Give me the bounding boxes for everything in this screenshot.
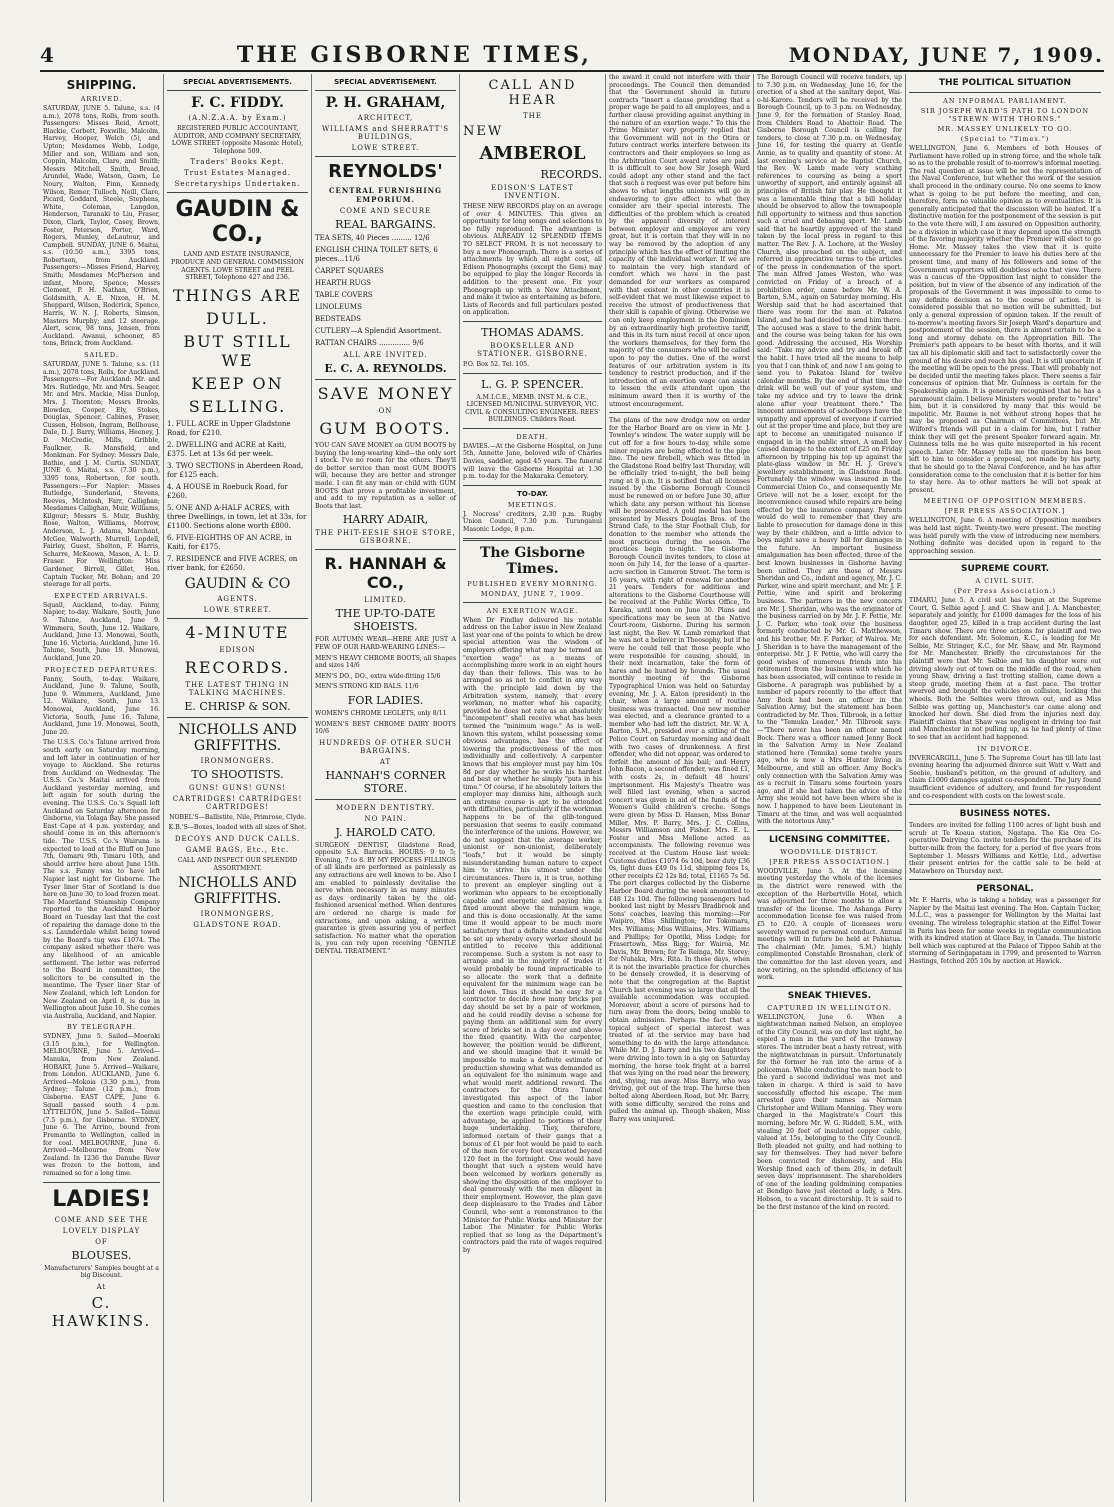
spencer-ad — [463, 378, 602, 424]
fiddy-name: F. C. FIDDY. — [191, 95, 284, 111]
special-ads-heading: SPECIAL ADVERTISEMENTS. — [183, 78, 292, 86]
supreme-text: TIMARU, June 5. A civil suit has begun at the Supreme Court, G. Selbie aged J. and C. Shaw and J. A. Manchester, separately and jointly, for £1000 damages for the loss of his daughter, aged 25, killed in a trap accident during the last Timaru show. There are three actions for plaintiff and two for each defendant. Mr. Solomon, K.C., is leading for Mr. Selbie, Mr. Stringer, K.C., for Mr. Shaw, and Mr. Raymond for Mr. Manchester. Briefly the circumstances for the plaintiff were that Mr. Selbie and his daughter were out driving slowly out of town on the middle of the road, when young Shaw, driving a fast trotting stallion, came down a steep grade, meeting them at a fast pace. The trotter swerved and brought the vehicles on collision, locking the wheels. Both the Selbies were thrown out, and as Miss Selbie was getting up, Manchester's car came along and knocked her down. She died from the injuries next day. Plaintiff claims that Shaw was negligent in driving too fast and Manchester in not pulling up, as he had plenty of time to see that an accident had happened. — [909, 597, 1101, 741]
projected-heading: PROJECTED DEPARTURES. — [44, 665, 159, 674]
womens-line-1: WOMEN'S CHROME LEGLETS, only 8/11 — [315, 709, 447, 717]
fiddy-line-4: Secretaryships Undertaken. — [174, 180, 301, 189]
hawkins-name: C. HAWKINS. — [51, 1293, 152, 1330]
blouses-text: BLOUSES. — [71, 1248, 132, 1262]
things-line-3: BUT STILL WE — [183, 331, 292, 370]
list-item: CUTLERY—A Splendid Assortment. — [315, 327, 442, 335]
limited-text: LIMITED. — [364, 596, 407, 605]
cato-name: J. HAROLD CATO. — [335, 825, 436, 839]
divider — [909, 879, 1101, 880]
licensing-heading: LICENSING COMMITTEE. — [769, 834, 890, 845]
list-item: 7. RESIDENCE and FIVE ACRES, on river bank, for £2650. — [167, 554, 298, 572]
death-text: DAVIES.—At the Gisborne Hospital, on June 5th, Annette Jane, beloved wife of Charles Davies, saddler, aged 45 years. The funeral will leave the Gisborne Hospital at 1.30 p.m. to-day for the Makaraka Cemetery. — [463, 442, 602, 481]
woodville-heading: WOODVILLE DISTRICT. — [780, 847, 879, 856]
graham-ad — [315, 95, 456, 152]
sailed-heading: SAILED. — [84, 351, 119, 359]
informal-heading: AN INFORMAL PARLIAMENT. — [943, 97, 1067, 105]
list-item: ENGLISH CHINA TOILET SETS, 6 pieces...11/6 — [315, 246, 438, 263]
invited-text: ALL ARE INVITED. — [343, 351, 428, 359]
special-ad-heading: SPECIAL ADVERTISEMENT. — [334, 78, 437, 86]
editorial-date: MONDAY, JUNE 7, 1909. — [480, 589, 585, 598]
fiddy-line-3: Trust Estates Managed. — [184, 169, 291, 178]
list-item: 5. ONE AND A-HALF ACRES, with three Dwellings, in town, let at 33s, for £1100. Sections alone worth £800. — [167, 503, 307, 530]
womens-line-2: WOMEN'S BEST CHROME DAIRY BOOTS 10/6 — [315, 720, 456, 736]
expected-heading: EXPECTED ARRIVALS. — [54, 591, 149, 600]
arrived-text: SATURDAY, JUNE 5. Talune, s.s. (4 a.m.), 2078 tons, Rolls, from south. Passengers: Misses Reid, Arnott, Blackie, Corbett, Foxwille, Malcolm, Harvey, Hooper, Welch (5), and Upton; Mesdames Webb, Lodge, Miller and son, William and son, Coppin, Malcolm, Clare, and Smith; Messrs Mitchell, Smith, Bread, Arundel, Wade, Watson, Gawn, Le Noury, Walton, Finn, Kennedy, Wilson, Remer, Tulloch, Neill, Clare, Picard, Goddard, Steele, Stephens, White, Coleman, Langdon, Henderson, Taranaki to Liu, Fraser, Dixon, Clark, Taylor, Casey, Brown, Foster, Peterson, Porter, Ward, Rogers, Munley, deLautour, and Campbell. SUNDAY, JUNE 6. Maitai, s.s. (10.50 a.m.), 3395 tons, Robertson, from Auckland. Passengers:—Misses Friend, Harvey, Smith; Mesdames McPherson and infant, Moore, Spence; Messrs Clement, P. H. Nathan, O'Brien, Goldsmith, A. E. Nixon, H. M. Sheppard, Wilson, Rodcrick, Spence, Harris, W. N. J. Roberts, Simson, Masters Murphy; and 12 steerage. Alert, scow, 98 tons, Jensen, from Auckland. Awanui, schooner, 85 tons, Brinck, from Auckland. — [43, 105, 160, 348]
list-item: 4. A HOUSE in Roebuck Road, for £260. — [167, 482, 288, 500]
mens-line-3: MEN'S STRONG KID BALS. 11/6 — [315, 683, 419, 691]
sneak-text: WELLINGTON, June 6. When a nightwatchman named Nelson, an employee of the City Council, was on duty last night, he espied a man in the yard of the tramway stores. The intruder beat a hasty retreat, with the nightwatchman in pursuit. Unfortunately for the former he ran into the arms of a policeman. While conducting the man back to the yard a second individual was met and taken in charge. A third is said to have successfully effected his escape. The men arrested gave their names as Norman Christopher and William Manning. They were charged in the Magistrate's Court this morning, before Mr. W. G. Riddell, S.M., with stealing 20 feet of insulated copper cable, valued at 15s, belonging to the City Council. Both pleaded not guilty, and had nothing to say for themselves. They had never before been convicted for dishonesty, and His Worship fined each of them 20s, in default seven days' imprisonment. The shareholders of one of the leading goldmining companies at Bendigo have just elected a lady, a Mrs. Hobson, to a vacant directorship. It is said to be the first instance of the kind on record. — [757, 1013, 902, 1211]
adams-name: THOMAS ADAMS. — [481, 325, 584, 339]
divider — [909, 559, 1101, 560]
expected-text: Squall, Auckland, to-day. Fanny, Napier, to-day. Waikare, South, June 9. Talune, Auckland, June 9. Wimmera, South, June 12. Waikare, Auckland, June 13. Monowai, South, June 16. Victoria, Auckland, June 16. Talune, South, June 19. Monowai, Auckland, June 20. — [43, 601, 160, 662]
list-item: 6. FIVE-EIGHTHS OF AN ACRE, in Kaiti, for £175. — [167, 533, 292, 551]
cato-ad — [315, 804, 456, 956]
ladies-heading: LADIES! — [52, 1186, 151, 1212]
things-line-4: KEEP ON — [191, 373, 284, 393]
special-tag: (Special to "Times.") — [960, 135, 1050, 143]
political-text: WELLINGTON, June 6. Members of both Houses of Parliament have rolled up in strong force, and the whole talk so as to the probable result of to-morrow's informal meeting. The real question at issue will be not the representation of the Naval Conference, but whether the work of the session shall proceed in the ordinary course. No one seems to know what is going to be put before the meeting, and can, therefore, form no valuable opinion as to eventualities. It is generally anticipated that the discussion will be heated. If a distinctive motion for the postponement of the session is put to the vote there will, I am assured on Opposition authority, be a division in which case it may depend upon the strength of the favoring majority whether the Premier will elect to go Home. Mr. Massey takes the view that it is quite unnecessary for the Premier to leave his duties here at the present time, and many of his followers and some of the Government supporters will doubtless echo that view. There was a caucus of the Opposition last night to consider the position, but in view of the absence of any indication of the proposals of the Government it was impossible to come to any definite decision as to the course of action. It is considered possible that no motion will be submitted, but only a general expression of opinion taken. If the result of to-morrow's meeting favors Sir Joseph Ward's departure and postponement of the session, there is almost certain to be a long and stormy debate on the Appropriation Bill. The Premier's path appears to be beset with thorns, and it will tax all his diplomatic skill and tact to satisfactorily cover the ground of his desire and reach his goal. It is still uncertain if the meeting will be open to the press. That will probably not be decided until the meeting takes place. There seems a fair concensus of opinion that Mr. Guinness is certain for the Speakership again. It is generally recognised that he has a paramount claim. I believe Ministers would prefer to "retire" him, but it is considered by many that this would be impolitic. Mr. Baume is not without strong hopes that he may be proposed as Chairman of Committees, but Mr. Wilford's friends will put in a claim for him, but I rather think they will get the present Speaker forward again. Mr. Guinness tells me he was quite misreported in his recent speech. Later. Mr. Massey tells me the question has been left to him to consider a proposal, not made by his party, that he should go to the Naval Conference, and he has after consideration come to the conclusion that it is better for him to stay here. As to other matters he will not speak at present. — [909, 145, 1101, 494]
shootists-text: TO SHOOTISTS. — [191, 767, 284, 781]
lowe-text: LOWE STREET. — [351, 144, 420, 152]
hannah-ad — [315, 554, 456, 794]
fiddy-sub: (A.N.Z.A.A. by Exam.) — [188, 114, 287, 122]
divider — [167, 192, 308, 193]
agents-text: AGENTS. — [217, 594, 258, 603]
divider — [315, 799, 456, 800]
ironmongers-text-2: IRONMONGERS, — [200, 910, 275, 919]
hannahs-text: HANNAH'S CORNER STORE. — [325, 768, 446, 795]
adams-pobox: P.O. Box 52. Tel. 105. — [463, 360, 530, 368]
column-editorial — [460, 74, 606, 1502]
list-item: LINOLEUMS — [315, 303, 362, 311]
gaudin-ad — [167, 197, 308, 613]
mens-line-1: MEN'S HEAVY CHROME BOOTS, all Shapes and sizes 14/6 — [315, 654, 456, 670]
page-number: 4 — [40, 43, 54, 67]
sneak-heading: SNEAK THIEVES. — [787, 990, 872, 1001]
divider — [909, 804, 1101, 805]
at-text: At — [96, 1282, 107, 1291]
call-inspect-text: CALL AND INSPECT OUR SPLENDID ASSORTMENT. — [177, 856, 298, 872]
hannah-name: R. HANNAH & CO., — [324, 554, 447, 593]
edison-text: EDISON — [219, 645, 256, 654]
hundreds-text: HUNDREDS OF OTHER SUCH BARGAINS. — [319, 738, 452, 755]
projected-text: Fanny, South, to-day. Waikare, Auckland, June 9. Talune, South, June 9. Wimmera, Auckland, June 12. Waikare, South, June 13. Monowai, Auckland, June 16. Victoria, South, June 16. Talune, Auckland, June 19. Monowai, South, June 20. — [43, 675, 160, 736]
central-text: CENTRAL FURNISHING EMPORIUM. — [328, 186, 442, 204]
fiddy-ad — [167, 95, 308, 188]
spencer-name: L. G. P. SPENCER. — [481, 377, 584, 391]
press-tag-2: (Per Press Association.) — [954, 587, 1056, 596]
lowe-street-text: LOWE STREET. — [203, 605, 272, 614]
exertion-heading: AN EXERTION WAGE. — [486, 606, 579, 615]
no-pain-text: NO PAIN. — [364, 814, 407, 823]
come-text: COME AND SEE THE — [54, 1215, 149, 1224]
columns — [40, 74, 1104, 1502]
meetings-text: J. Nocross' creditors, 2.30 p.m. Rugby Union Council, 7.30 p.m. Turanganui Masonic Lodge, 8 p.m. — [463, 510, 602, 534]
divider — [315, 90, 456, 91]
press-tag: [PER PRESS ASSOCIATION.] — [944, 507, 1066, 516]
licensing-text: WOODVILLE, June 5. At the licensing meeting yesterday the whole of the licenses in the district were renewed with the exception of the Herbertville Hotel, which was adjourned for three months to allow a transfer of the license. The Ashanga Ferry accommodation license fee was raised from £5 to £20. A couple of licensees were severely warned re personal conduct. Annual meetings will in future be held at Pahiatua. The chairman (Mr. James, S.M.) highly complimented Constable Brosnahan, clerk of the committee for the last eleven years, and now retiring, on the splendid efficiency of his work. — [757, 867, 902, 982]
the-text: THE — [523, 112, 542, 120]
for-ladies-text: FOR LADIES. — [347, 693, 424, 707]
adams-ad — [463, 326, 602, 369]
divider — [609, 412, 750, 413]
gaudin-name-2: GAUDIN & CO — [184, 575, 291, 592]
editorial-text: When Dr Findlay delivered his notable address on the Labor issue in New Zealand last year one of the points to which he drew special attention was the wisdom of employers offering what may be termed an "exertion wage" as a means of accomplishing more work in an eight hours day than their fellows. This was to be arranged so as not to conflict in any way with the principle laid down by the Arbitration system, namely, that every workman, no matter what his capacity, provided he does not rate as an absolutely "incompetent" shall receive what has been termed the "minimum wage." As is well-known this system, whilst possessing some obvious advantages, has the effect of lowering the productiveness of the men individually and collectively. A carpenter knows that his employer must pay him 10s 8d per day whether he works his hardest and best or whether he simply "puts in his time." Of course, if he absolutely loiters the employer may dismiss him, although such an extreme course is apt to be attended with difficulties, particularly if the workman happens to be of the glib-tongued persuasion that seems to easily command the interference of the unions. However, we do not suggest that the average worker, unionist or non-unionist, deliberately "loafs," but it would be simply misunderstanding human nature to expect him to strive his utmost under the circumstances. There is, it is true, nothing to prevent an employer singling out a workman who appears to be exceptionally capable and energetic and paying him a fixed amount above the minimum wage, and this is done occasionally. At the same time it would appear to be much more satisfactory that a definite standard should be set up whereby every worker should be entitled to receive this additional recompense. Such a system is not easy to arrange and in the majority of trades it would probably be found impracticable to so allocate the work that a definite equivalent for the minimum wage can be laid down. Thus it should be easy for a contractor to decide how many bricks per day should be set by a pair of workmen, and he could readily devise a scheme for paying them an additional sum for every score of bricks set in a day over and above the fixed quantity. With the carpenter, however, the position would be different, and we should imagine that it would be impossible to make a definite estimate of production showing what was demanded as an equivalent for the minimum wage and what would merit additional reward. The contractors for the Otira Tunnel investigated this aspect of the labor question and came to the conclusion that the exertion wage principle could, with advantage, be applied to portions of their huge undertaking. They, therefore, informed certain of their gangs that a bonus of £1 per foot would be paid to each of the men for every foot excavated beyond 120 feet in the fortnight. One would have thought that such a system would have been welcomed by workers generally as showing the disposition of the employer to deal generously with the men diligent in their employment. However, the plan gave deep displeasure to the Trades and Labor Council, who sent a remonstrance to the Minister for Public Works and Minister for Labor. The Minister for Public Works replied that so long as the Department's contractors paid the rate of wages required by — [463, 616, 602, 1254]
business-heading: BUSINESS NOTES. — [959, 809, 1051, 820]
divider — [315, 379, 456, 380]
lovely-text: LOVELY DISPLAY — [62, 1226, 141, 1235]
amberol-body: THESE NEW RECORDS play on an average of over 4 MINUTES. This gives an opportunity for long songs and selections to be fully reproduced. The advantage is obvious. ALREADY 12 SPLENDID ITEMS TO SELECT FROM. It is not necessary to buy a new Phonograph. There is a series of attachments by which all eight cost, all Edison Phonographs (except the Gem) may be equipped to play the longer Records in addition to the present one. Fix your Phonograph up with a New Attachment, and make it twice as entertaining as before. Lists of Records and full particulars posted on application. — [463, 203, 602, 317]
divider — [463, 485, 602, 486]
list-item: RATTAN CHAIRS .............. 9/6 — [315, 339, 424, 347]
divider — [757, 830, 902, 831]
column-ads-2 — [312, 74, 460, 1502]
massey-heading: MR. MASSEY UNLIKELY TO GO. — [937, 125, 1073, 133]
divider — [463, 602, 602, 603]
times-title: The Gisborne Times. — [479, 544, 586, 577]
divider — [909, 92, 1101, 93]
gum-boots-text: GUM BOOTS. — [319, 419, 452, 438]
local-news-2: The Borough Council will receive tenders, up to 7.30 p.m. on Wednesday, June 16, for the erection of a shed at the sanitary depot, Wai-o-hi-Karoro. Tenders will be received by the Borough Council, up to 3 p.m. on Wednesday, June 9, for the formation of Stanley Road, from Childers Road to Abattoir Road. The Gisborne Borough Council is calling for tenders, to close at 7.30 p.m. on Wednesday, June 16, for testing the quarry at Gentle Annie, as to quality and quantity of stone. At last evening's service at he Baptist Church, the Rev. W. Lamb made very scathing references to coursing as being a sport unworthy of support, and entirely against all principles of British fair play. He thought it was a lamentable thing that a bill holiday should be observed to allow the townspeople full opportunity to witness and thus sanction such a cruel and debasing sport. Mr. Lamb said that he heartily approved of the stand taken by the local press in regard to this matter. The Rev. J. A. Lochore, at the Wesley Church, also preached on the subject, and referred in appreciative terms to the articles of the press in condemnation of the sport. The man Alfred James Weston, who was convicted on Friday of a breach of a prohibition order, came before Mr. W. A. Barton, S.M., again on Saturday morning. His Worship said that he had ascertained that there was room for the man at Pakatoa Island, and he had decided to send him there. The accused was a slave to the drink habit, and the course was being taken for his own good. Addressing the accused, His Worship said: "Take my advice and try and break off the habit. I have tried all the means to help you that I can think of, and now I am going to send you to Pakatoa Island for twelve calendar months. By the end of that time the drink will be well out of your system, and take my advice and try to leave the drink alone after your treatment there." The innocent amusements of schoolboys have the sympathy and approval of everyone if carried out at the proper time and place, but they are apt to become an unmitigated nuisance if engaged in in the public street. A small boy caused damage to the extent of £25 on Friday afternoon by tripping his top up against the plate-glass window in Mr. H. J. Greve's jewellery establishment, in Gladstone Road. Fortunately the window was insured in the Commercial Union Co., and consequently Mr. Grieve will not be a loser, except for the inconvenience caused while repairs are being effected by the insurance company. Parents would do well to remember that they are liable to prosecution for damage done in this way by their children, and a little advice to boys might save a heavy bill for damages in the future. An important business amalgamation has been effected, three of the best known businesses in Gisborne having been united. They are those of Messrs Sheridan and Co., indent and agency, Mr. J. C. Parker, wine and spirit merchant, and Mr. J. F. Pettie, wine and spirit and brokering business. The partners in the new concern are Mr. J. Sheridan, who was the originator of the business carried on by Mr. J. F. Pettie, Mr. J. C. Parker, who took over the business formerly conducted by Mr. G. Matthewson, and his brother, Mr. F. Parker, of Wairoa. Mr. J. Sheridan is to have the management of the enterprise. Mr. J. F. Pettie, who will carry the good wishes of numerous friends into his retirement from the business with which he has been associated, will continue to reside in Gisborne. A paragraph was published by a number of papers recently to the effect that Amy Bock had been an officer in the Salvation Army, but the statement has been contradicted by Mr. Thos. Tilbrook, in a letter to the "Temuka Leader." Mr. Tilbrook says:—"There never has been an officer named Bock. There was a officer named Jenny Bock in the Salvation Army in New Zealand stationed here (Temuka) some twelve years ago, who is now a Mrs Hunter living in Melbourne, and still an officer. Amy Bock's only connection with the Salvation Army was as a recruit in Timaru some fourteen years ago, and if she had taken the advice of the Army she would not have been where she is now. I happened to have been Lieutenant in Timaru at the time, and was well acquainted with the notorious Amy." — [757, 74, 902, 826]
issue-date: MONDAY, JUNE 7, 1909. — [788, 43, 1104, 67]
on-text: ON — [378, 407, 393, 415]
property-list — [167, 420, 308, 573]
joseph-heading: SIR JOSEPH WARD'S PATH TO LONDON "STREWN WITH THORNS." — [920, 107, 1090, 123]
meeting-heading: MEETING OF OPPOSITION MEMBERS. — [923, 497, 1087, 506]
of-text: OF — [95, 1237, 108, 1246]
ironmongers-text: IRONMONGERS. — [200, 756, 275, 765]
shipping-notes: The U.S.S. Co.'s Talune arrived from south early on Saturday morning, and left later in continuation of her voyage to Auckland. She returns from Auckland on Wednesday. The U.S.S. Co.'s Maitai arrived from Auckland yesterday morning, and left again for south during the evening. The U.S.S. Co.'s Squall left Auckland on Saturday afternoon for Gisborne, via Tolaga Bay. She passed East Cape at 4 p.m. yesterday, and should come in on this afternoon's tide. The U.S.S. Co.'s Wairuna is expected to load at the Bluff on June 7th, Oamaru 9th, Timaru 10th, and should arrive here about June 15th. The s.s. Fanny was to have left Napier last night for Gisborne. The Tyser liner Star of Scotland is due here on June 30, to load frozen meat. The Maoriland Steamship Company reported to the Auckland Harbor Board on Tuesday last that the cost of repairing the damage done to the s.s. Launderdale whilst being towed by the Board's tug was £1074. The company asked whether there was any likelihood of an amicable settlement. The letter was referred to the Board in committee, the solicitors to be consulted in the meantime. The Tyser liner Star of New Zealand, which left London for New Zealand on April 8, is due in Wellington about June 10. She comes via Australia, Auckland, and Napier. — [43, 739, 161, 1020]
telegraph-text: SYDNEY, June 5. Sailed—Moeraki (3.15 p.m.), for Wellington. MELBOURNE, June 5. Arrived—Manuka, from New Zealand. HOBART, June 5. Arrived—Waikare, from London. AUCKLAND, June 6. Arrived—Mokoia (3.30 p.m.), from Sydney; Talune (12 p.m.), from Gisborne. EAST CAPE, June 6. Squall passed south 4 p.m. LYTTELTON, June 5. Sailed—Tainui (7.5 p.m.), for Gisborne. SYDNEY, June 6. The Arrino, bound from Fremantle to Wellington, called in for coal. MELBOURNE, June 6. Arrived—Melbourne from New Zealand. In 1236 the Danube River was frozen to the bottom, and remained so for a long time. — [43, 1033, 160, 1177]
personal-heading: PERSONAL. — [976, 884, 1034, 895]
shipping-heading: SHIPPING. — [66, 78, 137, 92]
supreme-heading: SUPREME COURT. — [961, 564, 1049, 575]
divider — [757, 986, 902, 987]
adair-name: HARRY ADAIR, — [342, 513, 429, 527]
meetings-heading: MEETINGS. — [507, 500, 558, 509]
adair-sub: THE PHIT-EESIE SHOE STORE, GISBORNE. — [315, 529, 456, 546]
gladstone-text: GLADSTONE ROAD. — [193, 921, 282, 930]
at-text: AT — [379, 757, 392, 766]
list-item: 3. TWO SECTIONS in Aberdeen Road, for £125 each. — [167, 461, 304, 479]
divider — [463, 538, 602, 541]
nicholls-name: NICHOLLS AND GRIFFITHS. — [178, 721, 297, 754]
gum-text: YOU CAN SAVE MONEY on GUM BOOTS by buying the long-wearing kind—the only sort I stock. I've no room for the others. They'll do better service than most GUM BOOTS will, because they are better and stronger made. I can fit any man or child with GUM BOOTS that prove a profitable investment, and add to my reputation as a seller of Boots that last. — [315, 442, 456, 510]
guns-text: GUNS! GUNS! GUNS! — [188, 783, 287, 792]
sailed-text: SATURDAY, JUNE 5. Talune, s.s. (11 a.m.), 2078 tons, Rolls, for Auckland. Passengers:—For Auckland: Mr. and Mrs. Rutledge, Mr. and Mrs. Seager, Mr. and Mrs. Mackie, Miss Dunlop, Mrs. J. Thornton; Messrs Brooks, Blowden, Cooper, Ely, Stokes, Douglas, Spencer, Cabines, Fraser, Cussen, Hobson, Ingram, Bellhouse, Dale, D. J. Barry, Williams, Heeney, J. D. McCredie, Mills, Gribble, Faulkner, R. Mansfield, and Monkman. For Sydney: Messrs Dale, Bathie, and J. M. Curtis. SUNDAY, JUNE 6. Maitai, s.s. (7.30 p.m.), 3395 tons, Robertson, for south. Passengers:—For Napier: Misses Rutledge, Sunderland, Stevens, Reeves, McIntosh, Farr, Callighan; Mesdames Callighan, Muir, Williams, Kilgour; Messrs S. Muir, Bushby, Rose, Walton, Williams, Morrow, Anderson, L. J. Adams, Marchant, McGee, Walworth, Murrell, Lopdell, Fairley, Guest, Shelton, F. Harris, Scharre, McKeown, Mason, A. L. D. Fraser. For Wellington: Miss Gardener, Birrell, Gillet, Hon. Captain Tucker, Mr. Bohan; and 20 steerage for all ports. — [43, 361, 160, 589]
divider — [315, 549, 456, 550]
personal-text: Mr. F. Harris, who is taking a holiday, was a passenger for Napier by the Maitai last evening. The Hon. Captain Tucker, M.L.C., was a passenger for Wellington by the Maitai last evening. The wireless telegraphic station at the Eiffel Tower in Paris has been for some weeks in regular communication with its kindred station at Glace Bay, in Canada. The historic bell which was captured at the Palace of Tippoo Sahib at the storming of Seringapatam in 1799, and presented to Warren Hastings, fetched 205 10s by auction at Hawick. — [909, 897, 1101, 966]
things-line-5: SELLING. — [188, 396, 287, 416]
amberol-text: AMBEROL — [479, 143, 586, 164]
mens-line-2: MEN'S DO., DO., extra wide-fitting 15/6 — [315, 672, 441, 680]
things-line-1: THINGS ARE — [172, 285, 303, 305]
meeting-text: WELLINGTON, June 6. A meeting of Opposition members was held last night. Twenty-two were present. The meeting was held purely with the view of introducing new members. Nothing definite was decided upon in regard to the approaching session. — [909, 517, 1101, 555]
williams-text: WILLIAMS and SHERRATT'S BUILDINGS, — [321, 125, 450, 141]
nicholls-name-2: NICHOLLS AND GRIFFITHS. — [178, 875, 297, 908]
divorce-text: INVERCARGILL, June 5. The Supreme Court has till late last evening hearing the adjourned divorce suit Watt v. Watt and Seebie, husband's petition, on the ground of adultery, and claim £1000 damages against co-respondent. The Jury found insufficient evidence of adultery, and found for respondent and co-respondent with costs on the lowest scale. — [909, 754, 1101, 800]
chrisp-ad — [167, 623, 308, 713]
column-ads-1 — [164, 74, 312, 1502]
mfg-text: Manufacturers' Samples bought at a big Discount. — [44, 1264, 159, 1280]
divider — [463, 373, 602, 374]
editorial-continued: the award it could not interfere with their proceedings. The Council then demanded that the Government should in future contracts "insert a clause providing that a proper wage be paid to all employees, and a further clause providing against anything in the nature of an exertion wage." To this the Prime Minister very properly replied that the Government will not in the Otira or future contract works interfere between its contractors and their employees so long as the Arbitration Court award rates are paid. It is difficult to see how Sir Joseph Ward could adopt any other stand and the fact that such a request was ever put before him shows to what lengths unionists will go in endeavoring to give effect to what they consider are their special interests. The difficulties of the problem which is created by the apparent diversity of interest between employer and employee are very great, but it is certain that they will in no way be removed by the adoption of any principle which has the effect of limiting the capacity of the individual worker. If we are to maintain the very high standard of comfort which we have in the past demanded for our workers as compared with that existent in other countries it is self-evident that we must likewise expect to receive the utmost of productiveness that their skill is capable of giving. Otherwise we can only keep employment in the Dominion by an extraordinarily high protective tariff, and this in its turn must recoil at once upon the workers themselves, for they form the majority of the consumers who will be called upon to pay the duties. One of the worst features of our arbitration system is its tendency to restrict production, and if the introduction of an exertion wage can assist to lessen the evils attendant upon the minimum award then it is worthy of the utmost encouragement. — [609, 74, 750, 408]
captured-heading: CAPTURED IN WELLINGTON. — [767, 1003, 892, 1012]
local-news: The plans of the new dredge now on order for the Harbor Board are on view in Mr. J. Townley's window. The water supply will be cut off for a few hours to-day, while some minor repairs are being effected to the pipe line. The new firebell, which was fitted in the Gladstone Road belfry last Thursday, will be officially tried to-night, the bell being rung at 8 p.m. It is notified that all licenses issued by the Gisborne Borough Council must be renewed on or before June 30, after which date any person without his license will be prosecuted. A gold medal has been presented by Messrs Douglas Bros. of the Strand Cafe, to the Star Football Club, for donation to the member who attends the most practices during the season. The practices begin to-night. The Gisborne Borough Council invites tenders, to close at noon on July 14, for the lease of a quarter-acre section in Cameron Street. The term is 16 years, with right of renewal for another 21 years. Tenders for additions and alterations to the Gisborne Courthouse will be received at the Public Works Office, To Karaka, until noon on June 30. Plans and specifications may be seen at the Native Court-room, Gisborne. During his sermon last night, the Rev. W. Lamb remarked that he was not a believer in Theosophy, but if he were he could tell that those people who were responsible for causing, should, in their next incarnation, take the form of hares and be hunted by hounds. The usual monthly meeting of the Gisborne Typographical Union was held on Saturday evening, Mr. J. A. Eaton (president) in the chair, when a large amount of routine business was transacted. One new member was elected, and a clearance granted to a member who had left the district. Mr. W. A. Barton, S.M., presided over a sitting of the Police Court on Saturday morning and dealt with two cases of drunkenness. A first offender, who did not appear, was ordered to forfeit the amount of his bail; and Henry John Bacon, a second offender, was fined £1, with costs 2s, in default 48 hours' imprisonment. His Majesty's Theatre was well filled last evening, when a sacred concert was given in aid of the funds of the Women's Guild children's creche. Songs were given by Miss D. Hansen, Miss Bonar Miller, Mrs. P. Barry, Mrs. J. C. Collins, Messrs Williamson and Fisher. Mrs. E. L. Foster and Miss Mellone acted as accompanists. The following revenue was received at the Custom House last week: Customs duties £1074 6s 10d, beer duty £36 0s, light dues £49 0s 11d, shipping fees 1s, other receipts £2 12s 8d; total, £1165 7s 5d. The port charges collected by the Gisborne Harbor Board during the week amounted to £48 12s 10d. The following passengers had booked last night by Messrs Bradbrook and Sons' coaches, leaving this morning:—For Waipiro, Miss Shillington; for Tokomaru, Mrs. Williams; Miss Williams, Mrs. Williams and Phillips; for Opotiki, Miss Lodge; for Frasertown, Miss Rigg; for Wairoa, Mr. Davis, Mr. Brown; for Te Reinga, Mr. Storey; for Nuhaka, Mrs. Rita. In these days, when it is not the invariable practice for churches to be densely crowded, it is deserving of note that the congregation at the Baptist Church last evening was so large that all the available accommodation was occupied. Moreover, about a score of persons had to turn away from the doors, being unable to obtain admission. Perhaps the fact that a topical subject of special interest was treated of at the service may have had something to do with the large attendance. While Mr. D. J. Barry and his two daughters were driving into town in a gig on Saturday morning, the horse took fright at a barrel that was lying on the road near the brewery, and, shying, ran away. Miss Barry, who was driving, got out of the trap. The horse then bolted along Aberdeen Road, but Mr. Barry, with some difficulty, secured the reins and pulled the animal up. Though shaken, Miss Barry was uninjured. — [609, 417, 750, 1123]
gaudin-name: GAUDIN & CO., — [175, 197, 300, 248]
list-item: TEA SETS, 40 Pieces ......... 12/6 — [315, 234, 430, 242]
call-hear-text: CALL AND HEAR — [488, 78, 577, 108]
reynolds-ad — [315, 161, 456, 375]
column-news — [606, 74, 754, 1502]
uptodate-text: THE UP-TO-DATE SHOEISTS. — [335, 607, 436, 634]
business-text: Tenders are invited for felling 1100 acres of light bush and scrub at Te Koaua station, Ngatapa. The Kia Ora Co-operative Dairying Co. invite tenders for the purchase of its butter-milk from the factory, for a period of five years from September 1. Messrs Williams and Kettle, Ltd., advertise their present entries for the cattle sale to be held at Matawhero on Thursday next. — [909, 822, 1101, 875]
spencer-sub: A.M.I.C.E., MEMB. INST M. & C.E., LICENSED MUNICIPAL SURVEYOR, VIC. CIVIL & CONSULTING ENGINEER. REES' BUILDINGS. Childers Road. — [465, 393, 600, 424]
arrived-heading: ARRIVED. — [80, 95, 123, 103]
cato-text: SURGEON DENTIST, Gladstone Road, opposite S.A. Barracks. HOURS: 9 to 5; Evening, 7 to 8. BY MY PROCESS FILLINGS of all kinds are performed as painlessly as any extractions are well known to be. Also I am enabled to painlessly devitalise the nerve when necessary in as many minutes as days ordinarily taken by the old-fashioned arsenical method. When dentures are ordered no charge is made for extractions, and upon asking, a written guarantee is given assuring you of perfect satisfaction. No matter what the operation is, you can rely upon receiving "GENTLE DENTAL TREATMENT." — [315, 841, 456, 955]
masthead — [40, 40, 1104, 72]
records-text: RECORDS. — [184, 657, 291, 677]
furnishing-list — [315, 234, 456, 348]
autumn-text: FOR AUTUMN WEAR—HERE ARE JUST A FEW OF OUR HARD-WEARING LINES:— — [315, 636, 456, 651]
edison-latest-text: EDISON'S LATEST INVENTION. — [491, 184, 574, 200]
nicholls-ad — [167, 722, 308, 929]
column-telegrams — [906, 74, 1104, 1502]
list-item: CARPET SQUARES — [315, 267, 384, 275]
come-secure-text: COME AND SECURE — [339, 207, 432, 215]
gaudin-sub: LAND AND ESTATE INSURANCE, PRODUCE AND GENERAL COMMISSION AGENTS. LOWE STREET and PEEL STREET, Telephone 427 and 236. — [171, 251, 304, 282]
civil-heading: A CIVIL SUIT. — [975, 577, 1035, 586]
modern-dentistry-text: MODERN DENTISTRY. — [336, 803, 435, 812]
things-line-2: DULL. — [206, 308, 269, 328]
death-heading: DEATH. — [516, 432, 549, 441]
divider — [463, 428, 602, 429]
adair-ad — [315, 384, 456, 545]
adams-sub: BOOKSELLER AND STATIONER. GISBORNE. — [477, 341, 588, 358]
nobel-text: NOBEL'S—Ballistite, Nile, Primrose, Clyde. — [169, 813, 306, 821]
newspaper-title: THE GISBORNE TIMES, — [236, 42, 592, 68]
architect-text: ARCHITECT, — [357, 114, 414, 122]
today-heading: TO-DAY. — [517, 489, 548, 498]
list-item: 2. DWELLING and ACRE at Kaiti, £375. Let at 13s 6d per week. — [167, 440, 287, 458]
chrisp-name: E. CHRISP & SON. — [184, 699, 291, 713]
divider — [167, 717, 308, 718]
hawkins-ad — [43, 1187, 160, 1330]
reynolds-name-2: E. C. A. REYNOLDS. — [324, 362, 447, 375]
save-money-text: SAVE MONEY — [317, 384, 454, 403]
list-item: 1. FULL ACRE in Upper Gladstone Road, for £210. — [167, 419, 291, 437]
kb-text: K.B.'S—Boxes, loaded with all sizes of Shot. — [168, 824, 307, 832]
divorce-heading: IN DIVORCE. — [977, 744, 1033, 753]
political-heading: THE POLITICAL SITUATION — [938, 78, 1072, 88]
divider — [167, 90, 308, 91]
list-item: BEDSTEADS — [315, 315, 361, 323]
game-bags-text: GAME BAGS, Etc., Etc. — [185, 845, 290, 854]
fiddy-text: REGISTERED PUBLIC ACCOUNTANT, AUDITOR, AND COMPANY SECRETARY, LOWE STREET (opposite Masonic Hotel), Telephone 509. — [171, 125, 304, 155]
list-item: TABLE COVERS — [315, 291, 373, 299]
press-tag: [PER PRESS ASSOCIATION.] — [769, 857, 890, 866]
cartridges-text: CARTRIDGES! CARTRIDGES! CARTRIDGES! — [172, 794, 303, 811]
divider — [167, 618, 308, 619]
minute-text: 4-MINUTE — [185, 622, 290, 642]
amberol-ad — [463, 78, 602, 317]
latest-text: THE LATEST THING IN TALKING MACHINES. — [185, 680, 290, 697]
decoys-text: DECOYS AND DUCK CALLS. — [174, 834, 301, 843]
column-shipping — [40, 74, 164, 1502]
bargains-text: REAL BARGAINS. — [335, 218, 436, 231]
reynolds-name: REYNOLDS' — [328, 161, 443, 182]
graham-name: P. H. GRAHAM, — [325, 95, 446, 111]
list-item: HEARTH RUGS — [315, 279, 371, 287]
divider — [463, 321, 602, 322]
new-text: NEW — [463, 124, 504, 139]
divider — [315, 156, 456, 157]
published-text: PUBLISHED EVERY MORNING. — [467, 579, 598, 588]
telegraph-heading: BY TELEGRAPH. — [66, 1023, 137, 1032]
column-local — [754, 74, 906, 1502]
divider — [43, 1182, 160, 1183]
fiddy-line-2: Traders' Books Kept. — [190, 158, 285, 167]
records-text: RECORDS. — [540, 168, 602, 181]
